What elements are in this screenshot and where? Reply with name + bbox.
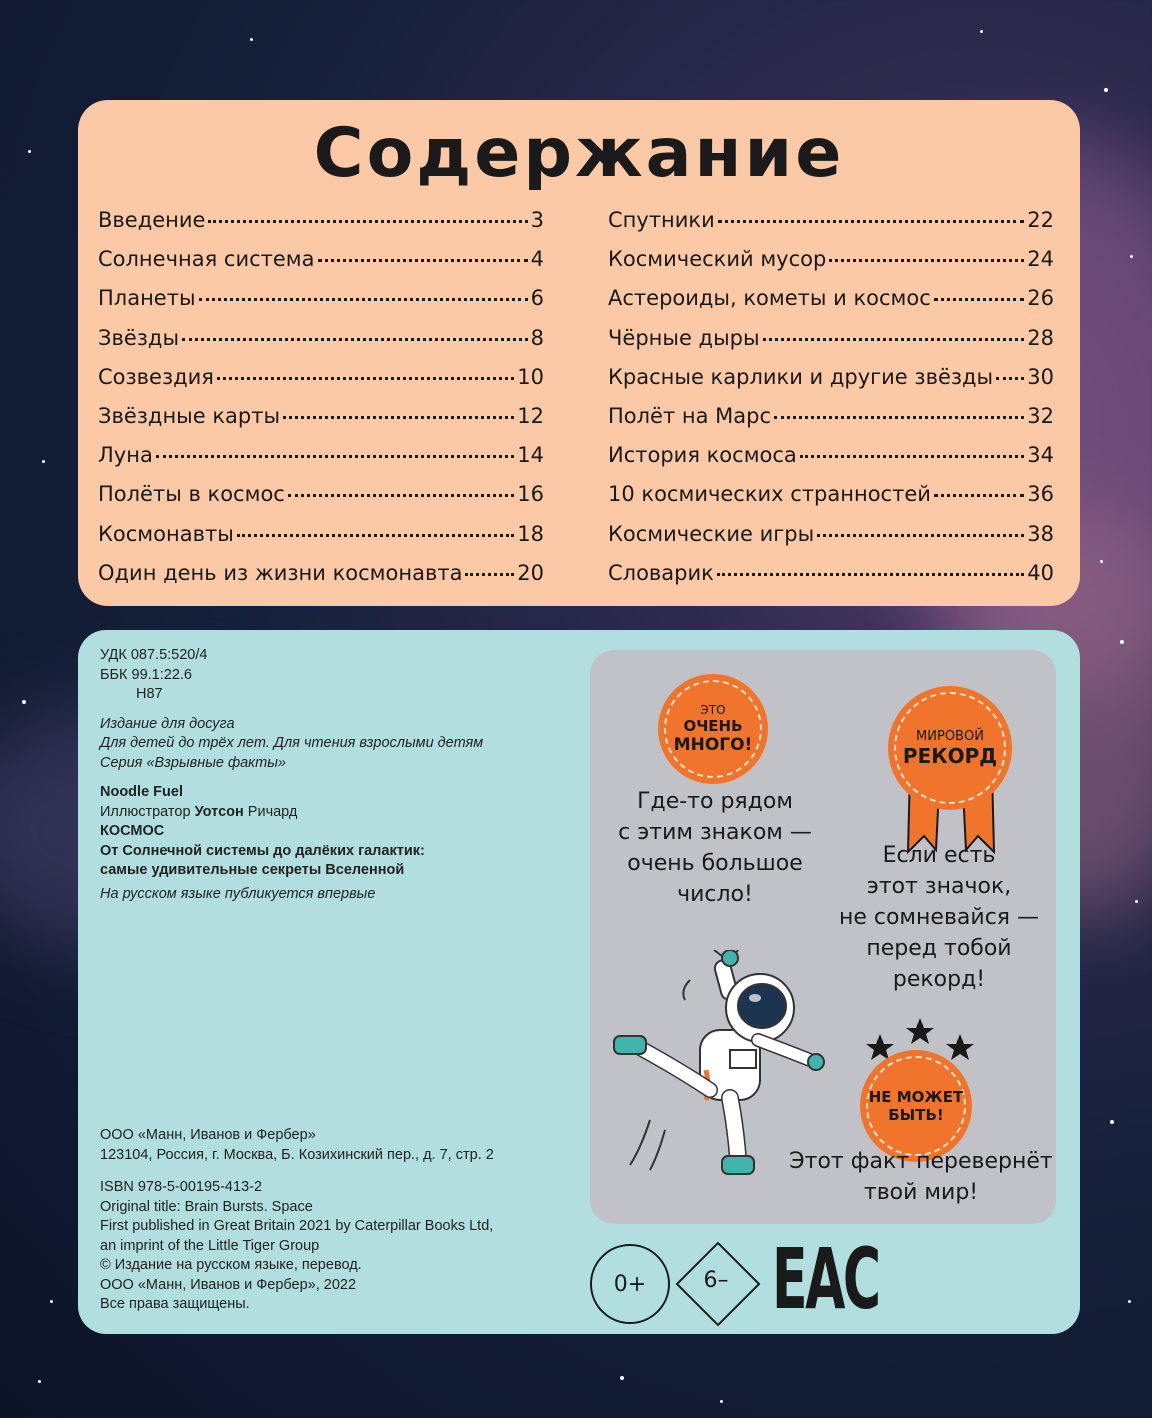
illustrator-role: Иллюстратор [100, 803, 195, 820]
illustrator-surname: Уотсон [194, 803, 244, 820]
imprint-of: an imprint of the Little Tiger Group [100, 1237, 320, 1254]
leader-dots [718, 220, 1025, 223]
imprint-panel [78, 630, 1080, 1334]
toc-entry-page: 36 [1027, 482, 1054, 507]
first-published: First published in Great Britain 2021 by Caterpillar Books Ltd, [100, 1218, 494, 1234]
bbk-code: ББК 99.1:22.6 [100, 666, 192, 683]
toc-entry-page: 3 [530, 208, 544, 232]
book-title: КОСМОС [100, 823, 165, 839]
toc-entry[interactable] [608, 522, 1054, 561]
leader-dots [156, 455, 514, 458]
toc-entry-title: Планеты [98, 286, 196, 311]
legend-line: Где-то рядом [637, 789, 793, 814]
toc-entry-title: Астероиды, кометы и космос [608, 286, 931, 311]
badge-record-line-2: РЕКОРД [902, 743, 998, 768]
leader-dots [829, 259, 1024, 262]
toc-entry[interactable] [98, 561, 544, 600]
publisher-address: 123104, Россия, г. Москва, Б. Козихинский пер., д. 7, стр. 2 [100, 1146, 494, 1163]
toc-entry[interactable] [98, 365, 544, 404]
badge-wow-line-1: НЕ МОЖЕТ [868, 1088, 964, 1106]
toc-entry[interactable] [608, 365, 1054, 404]
legend-line: рекорд! [892, 967, 986, 992]
author-name: Noodle Fuel [100, 784, 183, 800]
toc-entry[interactable] [98, 286, 544, 325]
toc-entry-title: Космический мусор [608, 247, 827, 272]
toc-entry-title: 10 космических странностей [608, 482, 931, 507]
toc-entry-title: Луна [98, 443, 153, 468]
toc-entry-page: 32 [1027, 403, 1054, 428]
toc-entry-page: 4 [530, 247, 544, 272]
toc-entry-page: 16 [517, 482, 544, 507]
legend-line: не сомневайся — [838, 905, 1040, 930]
toc-entry-title: Космонавты [98, 521, 234, 546]
toc-entry-title: История космоса [608, 443, 797, 468]
very-many-badge-icon [658, 674, 768, 784]
toc-entry[interactable] [608, 482, 1054, 521]
rights-info [100, 1178, 580, 1315]
toc-entry[interactable] [98, 443, 544, 482]
age-note: Для детей до трёх лет. Для чтения взрослыми детям [100, 735, 484, 751]
edition-type: Издание для досуга [100, 715, 235, 732]
leader-dots [934, 298, 1025, 301]
author-code: Н87 [136, 686, 163, 702]
toc-entry[interactable] [98, 482, 544, 521]
leader-dots [199, 298, 528, 301]
toc-entry-title: Введение [98, 208, 206, 232]
bibliographic-info [100, 646, 570, 904]
publisher-name: ООО «Манн, Иванов и Фербер» [100, 1127, 316, 1143]
badge-wow-line-2: БЫТЬ! [888, 1106, 944, 1124]
first-publication-note: На русском языке публикуется впервые [100, 885, 376, 902]
toc-entry-page: 18 [517, 521, 544, 546]
original-title: Original title: Brain Bursts. Space [100, 1198, 313, 1215]
contents-panel [78, 100, 1080, 606]
toc-entry-title: Космические игры [608, 521, 815, 546]
leader-dots [763, 338, 1025, 341]
toc-entry[interactable] [608, 443, 1054, 482]
toc-entry-page: 8 [530, 325, 544, 350]
toc-entry-title: Созвездия [98, 364, 214, 389]
eac-mark: EAC [772, 1230, 879, 1328]
legend-line: очень большое [627, 851, 803, 876]
leader-dots [288, 494, 514, 497]
series-name: Серия «Взрывные факты» [100, 754, 286, 771]
contents-column-right [608, 208, 1054, 600]
leader-dots [934, 494, 1024, 497]
toc-entry[interactable] [98, 247, 544, 286]
copyright-line-1: © Издание на русском языке, перевод. [100, 1257, 362, 1273]
toc-entry-page: 34 [1027, 443, 1054, 468]
legend-line: Этот факт перевернёт [789, 1149, 1053, 1174]
toc-entry-title: Звёздные карты [98, 403, 281, 428]
toc-entry[interactable] [608, 208, 1054, 247]
badge-lots-line-1: ЭТО [700, 703, 726, 717]
toc-entry-page: 20 [517, 560, 544, 585]
toc-entry-page: 6 [530, 286, 544, 311]
toc-entry-page: 14 [517, 443, 544, 468]
leader-dots [182, 338, 528, 341]
leader-dots [283, 416, 514, 419]
toc-entry[interactable] [98, 326, 544, 365]
legend-line: с этим знаком — [618, 820, 812, 845]
badge-lots-line-2: ОЧЕНЬ [683, 717, 743, 735]
toc-entry-title: Словарик [608, 560, 714, 585]
legend-line: твой мир! [863, 1180, 979, 1205]
legend-line: перед тобой [866, 936, 1012, 961]
contents-title: Содержание [313, 114, 845, 193]
leader-dots [774, 416, 1024, 419]
toc-entry[interactable] [608, 404, 1054, 443]
legend-line: этот значок, [866, 874, 1012, 899]
toc-entry-page: 26 [1027, 286, 1054, 311]
toc-entry-page: 38 [1027, 521, 1054, 546]
toc-entry[interactable] [98, 522, 544, 561]
leader-dots [217, 377, 514, 380]
toc-entry-title: Полёт на Марс [608, 403, 772, 428]
toc-entry[interactable] [608, 326, 1054, 365]
age-diamond-label: 6– [703, 1268, 729, 1293]
leader-dots [465, 573, 514, 576]
toc-entry[interactable] [98, 404, 544, 443]
toc-entry[interactable] [608, 561, 1054, 600]
toc-entry-title: Спутники [608, 208, 715, 232]
leader-dots [318, 259, 528, 262]
toc-entry[interactable] [608, 247, 1054, 286]
toc-entry-page: 40 [1027, 560, 1054, 585]
badge-legend [590, 650, 1056, 1224]
age-rating-mark: 0+ [590, 1244, 670, 1324]
world-record-badge-icon [888, 686, 1012, 810]
toc-entry-page: 30 [1027, 364, 1054, 389]
legend-line: число! [677, 882, 753, 907]
toc-entry-title: Один день из жизни космонавта [98, 560, 463, 585]
very-many-description [590, 786, 840, 910]
toc-entry-page: 22 [1027, 208, 1054, 232]
illustrator-name: Ричард [243, 803, 298, 820]
contents-column-left [98, 208, 544, 600]
toc-entry-title: Солнечная система [98, 247, 315, 272]
udk-code: УДК 087.5:520/4 [100, 647, 208, 663]
toc-entry-page: 12 [517, 403, 544, 428]
toc-entry-page: 24 [1027, 247, 1054, 272]
badge-record-line-1: МИРОВОЙ [916, 728, 984, 744]
toc-entry[interactable] [98, 208, 544, 247]
toc-entry[interactable] [608, 286, 1054, 325]
legend-line: Если есть [882, 843, 996, 868]
toc-entry-title: Красные карлики и другие звёзды [608, 364, 994, 389]
cant-be-description [786, 1146, 1056, 1208]
toc-entry-title: Чёрные дыры [608, 325, 760, 350]
publisher-info [100, 1126, 580, 1165]
leader-dots [800, 455, 1024, 458]
badge-lots-line-3: МНОГО! [673, 735, 753, 755]
leader-dots [717, 573, 1024, 576]
isbn: ISBN 978-5-00195-413-2 [100, 1179, 263, 1195]
leader-dots [996, 377, 1024, 380]
book-subtitle-1: От Солнечной системы до далёких галактик: [100, 842, 425, 859]
toc-entry-title: Звёзды [98, 325, 180, 350]
leader-dots [237, 534, 514, 537]
book-subtitle-2: самые удивительные секреты Вселенной [100, 862, 405, 878]
leader-dots [817, 534, 1024, 537]
toc-entry-page: 10 [517, 364, 544, 389]
rights-reserved: Все права защищены. [100, 1296, 250, 1312]
world-record-description [822, 840, 1056, 995]
copyright-line-2: ООО «Манн, Иванов и Фербер», 2022 [100, 1276, 357, 1293]
toc-entry-title: Полёты в космос [98, 482, 285, 507]
toc-entry-page: 28 [1027, 325, 1054, 350]
illustrator-line [100, 803, 570, 823]
leader-dots [208, 220, 527, 223]
